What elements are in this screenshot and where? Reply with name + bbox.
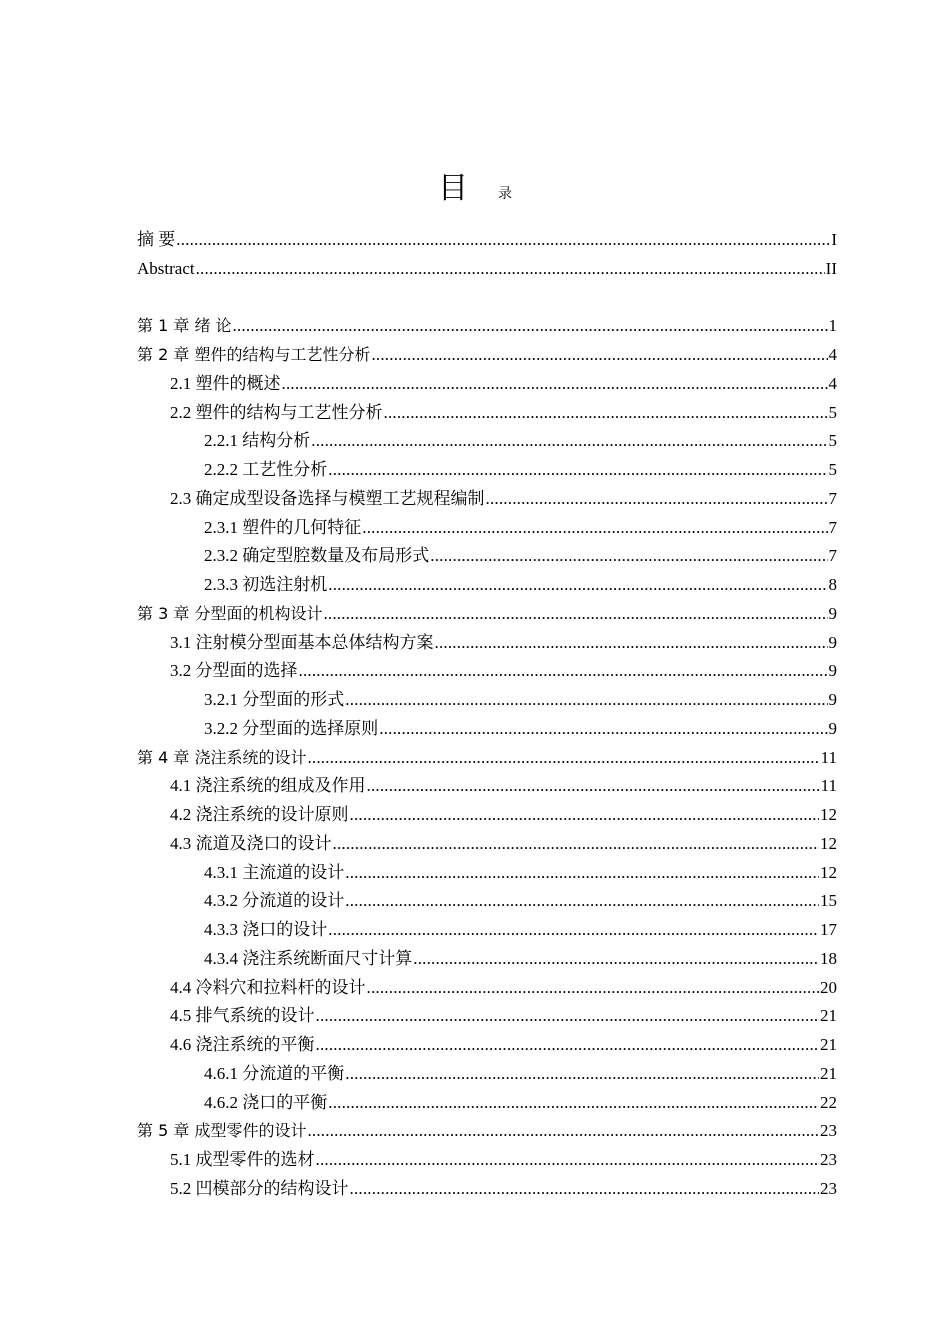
toc-entries xyxy=(137,312,837,1203)
toc-entry-label: 3.1 注射模分型面基本总体结构方案 xyxy=(170,632,434,652)
toc-entry-page: I xyxy=(831,230,837,249)
toc-subsection-entry[interactable] xyxy=(137,715,837,744)
toc-entry-page: 9 xyxy=(828,690,837,709)
toc-leader-dots xyxy=(316,1146,820,1175)
toc-leader-dots xyxy=(196,255,825,284)
toc-leader-dots xyxy=(328,1089,819,1118)
toc-entry-page: 18 xyxy=(820,948,837,968)
toc-leader-dots xyxy=(345,859,819,888)
toc-entry-label: 5.1 成型零件的选材 xyxy=(170,1150,315,1169)
title-sub: 录 xyxy=(498,187,512,202)
toc-leader-dots xyxy=(233,312,828,341)
toc-subsection-entry[interactable] xyxy=(137,514,837,543)
toc-section-entry[interactable] xyxy=(137,1002,837,1031)
toc-leader-dots xyxy=(345,887,819,916)
toc-entry-label: 4.4 冷料穴和拉料杆的设计 xyxy=(170,977,366,997)
toc-section-entry[interactable] xyxy=(137,801,837,830)
title-main: 目 xyxy=(438,171,468,206)
toc-subsection-entry[interactable] xyxy=(137,887,837,916)
toc-entry-page: 9 xyxy=(828,718,837,738)
toc-entry-label: 4.1 浇注系统的组成及作用 xyxy=(170,776,366,796)
toc-entry-page: 12 xyxy=(820,833,837,853)
toc-entry-page: 17 xyxy=(820,920,837,939)
toc-leader-dots xyxy=(379,715,827,744)
toc-spacer xyxy=(137,284,837,313)
toc-leader-dots xyxy=(350,801,820,830)
toc-leader-dots xyxy=(307,1117,819,1146)
toc-section-entry[interactable] xyxy=(137,399,837,428)
toc-leader-dots xyxy=(307,744,819,773)
toc-entry-label: 第 3 章 分型面的机构设计 xyxy=(137,603,323,623)
toc-entry-label: Abstract xyxy=(137,258,195,278)
toc-subsection-entry[interactable] xyxy=(137,1060,837,1089)
toc-leader-dots xyxy=(333,830,820,859)
toc-leader-dots xyxy=(435,629,828,658)
toc-section-entry[interactable] xyxy=(137,370,837,399)
toc-entry-label: 4.6 浇注系统的平衡 xyxy=(170,1035,315,1054)
toc-section-entry[interactable] xyxy=(137,485,837,514)
toc-subsection-entry[interactable] xyxy=(137,456,837,485)
toc-leader-dots xyxy=(311,427,827,456)
toc-entry-label: 4.3 流道及浇口的设计 xyxy=(170,833,332,853)
toc-entry-page: 9 xyxy=(828,603,837,623)
toc-entry-page: 4 xyxy=(828,373,837,393)
toc-leader-dots xyxy=(176,226,830,255)
toc-entry-page: 4 xyxy=(828,345,837,364)
toc-subsection-entry[interactable] xyxy=(137,542,837,571)
toc-entry-label: 2.3.1 塑件的几何特征 xyxy=(204,517,362,537)
toc-leader-dots xyxy=(323,600,827,629)
toc-leader-dots xyxy=(384,399,828,428)
toc-entry-page: 15 xyxy=(820,891,837,911)
toc-section-entry[interactable] xyxy=(137,1175,837,1204)
toc-subsection-entry[interactable] xyxy=(137,686,837,715)
toc-subsection-entry[interactable] xyxy=(137,945,837,974)
toc-entry-label: 第 2 章 塑件的结构与工艺性分析 xyxy=(137,345,371,364)
toc-subsection-entry[interactable] xyxy=(137,571,837,600)
toc-section-entry[interactable] xyxy=(137,974,837,1003)
toc-leader-dots xyxy=(486,485,828,514)
toc-leader-dots xyxy=(350,1175,820,1204)
toc-leader-dots xyxy=(367,974,820,1003)
toc-section-entry[interactable] xyxy=(137,772,837,801)
toc-section-entry[interactable] xyxy=(137,830,837,859)
toc-entry-page: 5 xyxy=(828,431,837,451)
toc-subsection-entry[interactable] xyxy=(137,916,837,945)
toc-entry-label: 摘 要 xyxy=(137,230,176,249)
toc-leader-dots xyxy=(328,456,827,485)
toc-entry-label: 2.1 塑件的概述 xyxy=(170,373,281,393)
toc-entry-page: 9 xyxy=(828,661,837,681)
toc-entry-page: 23 xyxy=(820,1178,837,1198)
toc-entry-page: 9 xyxy=(828,632,837,652)
toc-entry-page: 12 xyxy=(820,862,837,882)
toc-leader-dots xyxy=(345,1060,819,1089)
toc-section-entry[interactable] xyxy=(137,629,837,658)
toc-entry-label: 4.6.2 浇口的平衡 xyxy=(204,1092,328,1112)
toc-entry-page: 20 xyxy=(820,977,837,997)
page-title xyxy=(0,163,950,207)
toc-entry-label: 4.3.2 分流道的设计 xyxy=(204,891,345,911)
toc-entry-page: 8 xyxy=(828,575,837,594)
toc-entry-page: 23 xyxy=(820,1150,837,1169)
toc-entry-label: 3.2.1 分型面的形式 xyxy=(204,690,345,709)
toc-leader-dots xyxy=(282,370,828,399)
toc-chapter-entry[interactable] xyxy=(137,1117,837,1146)
toc-subsection-entry[interactable] xyxy=(137,1089,837,1118)
toc-chapter-entry[interactable] xyxy=(137,312,837,341)
toc-entry-page: 1 xyxy=(828,316,837,336)
toc-leader-dots xyxy=(413,945,819,974)
toc-entry-page: 5 xyxy=(828,402,837,422)
toc-entry-label: 2.3.2 确定型腔数量及布局形式 xyxy=(204,546,430,566)
toc-entry-page: 21 xyxy=(820,1035,837,1054)
toc-entry-page: 7 xyxy=(828,488,837,508)
toc-entry-label: 2.2 塑件的结构与工艺性分析 xyxy=(170,402,383,422)
toc-section-entry[interactable] xyxy=(137,657,837,686)
toc-entry-label: 2.3.3 初选注射机 xyxy=(204,575,328,594)
toc-entry-abstract-cn[interactable] xyxy=(137,226,837,255)
toc-subsection-entry[interactable] xyxy=(137,859,837,888)
toc-entry-page: 7 xyxy=(828,546,837,566)
toc-chapter-entry[interactable] xyxy=(137,600,837,629)
toc-leader-dots xyxy=(430,542,827,571)
toc-entry-label: 2.3 确定成型设备选择与模塑工艺规程编制 xyxy=(170,488,485,508)
toc-entry-label: 3.2.2 分型面的选择原则 xyxy=(204,718,379,738)
toc-entry-label: 4.5 排气系统的设计 xyxy=(170,1006,315,1026)
toc-entry-page: 21 xyxy=(820,1063,837,1083)
toc-leader-dots xyxy=(371,341,827,370)
toc-entry-label: 4.3.3 浇口的设计 xyxy=(204,920,328,939)
toc-leader-dots xyxy=(328,571,827,600)
toc-chapter-entry[interactable] xyxy=(137,341,837,370)
toc-entry-page: 11 xyxy=(820,747,837,767)
toc-entry-label: 3.2 分型面的选择 xyxy=(170,661,298,681)
table-of-contents xyxy=(137,226,837,1204)
toc-entry-page: 12 xyxy=(820,805,837,824)
toc-entry-label: 4.2 浇注系统的设计原则 xyxy=(170,805,349,824)
toc-entry-label: 2.2.1 结构分析 xyxy=(204,431,311,451)
toc-entry-label: 4.3.4 浇注系统断面尺寸计算 xyxy=(204,948,413,968)
toc-leader-dots xyxy=(299,657,828,686)
toc-entry-page: 22 xyxy=(820,1092,837,1112)
toc-leader-dots xyxy=(328,916,819,945)
toc-entry-page: 23 xyxy=(820,1121,837,1141)
toc-entry-page: 21 xyxy=(820,1006,837,1026)
toc-entry-label: 4.3.1 主流道的设计 xyxy=(204,862,345,882)
toc-chapter-entry[interactable] xyxy=(137,744,837,773)
toc-section-entry[interactable] xyxy=(137,1031,837,1060)
toc-entry-label: 第 5 章 成型零件的设计 xyxy=(137,1121,307,1141)
toc-entry-page: 7 xyxy=(828,517,837,537)
toc-entry-page: 11 xyxy=(820,776,837,796)
toc-leader-dots xyxy=(362,514,827,543)
toc-entry-page: 5 xyxy=(828,460,837,479)
toc-subsection-entry[interactable] xyxy=(137,427,837,456)
toc-entry-page: II xyxy=(825,258,837,278)
toc-leader-dots xyxy=(316,1031,820,1060)
toc-entry-label: 5.2 凹模部分的结构设计 xyxy=(170,1178,349,1198)
toc-leader-dots xyxy=(345,686,827,715)
toc-entry-label: 第 4 章 浇注系统的设计 xyxy=(137,747,307,767)
toc-entry-label: 第 1 章 绪 论 xyxy=(137,316,232,336)
toc-leader-dots xyxy=(367,772,820,801)
toc-leader-dots xyxy=(316,1002,820,1031)
toc-entry-abstract-en[interactable] xyxy=(137,255,837,284)
toc-section-entry[interactable] xyxy=(137,1146,837,1175)
toc-entry-label: 2.2.2 工艺性分析 xyxy=(204,460,328,479)
toc-entry-label: 4.6.1 分流道的平衡 xyxy=(204,1063,345,1083)
